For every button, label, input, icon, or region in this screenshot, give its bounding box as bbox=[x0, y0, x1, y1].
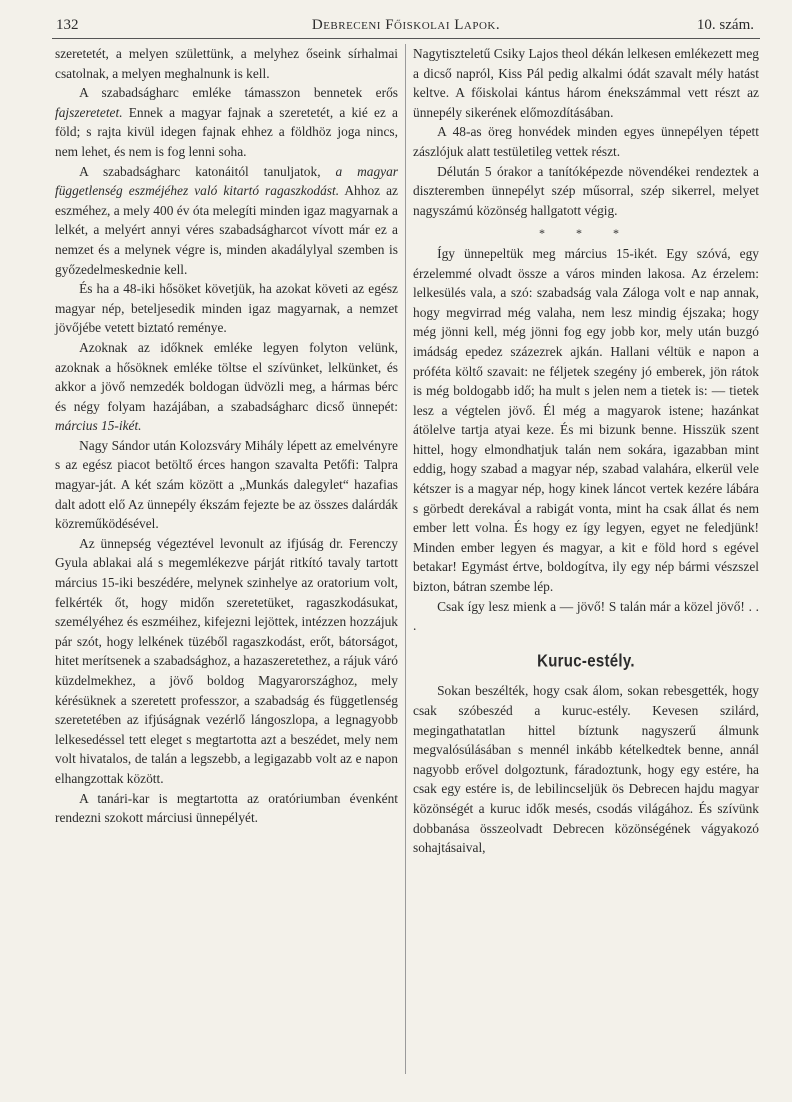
paragraph: Csak így lesz mienk a — jövő! S talán már a közel jövő! . . . bbox=[413, 598, 759, 634]
paragraph: És ha a 48-iki hősöket követjük, ha azokat követi az egész magyar nép, beteljesedik minden igaz magyarnak, a nemzet jövőjébe vetett biztató reménye. bbox=[55, 281, 398, 336]
paragraph: Délután 5 órakor a tanítóképezde növendékei rendeztek a diszteremben ünnepélyt szép műsorral, szép sikerrel, melyet nagyszámú közönség hallgatott végig. bbox=[413, 163, 759, 218]
column-divider bbox=[405, 44, 406, 1074]
paragraph: Így ünnepeltük meg március 15-ikét. Egy szóvá, egy érzelemmé olvadt össze a város minden lakosa. Az érzelem: lelkesülés vala, a szó: szabadság vala Záloga volt e nap annak, hogy megvirrad még valaha, nem lesz mindig éjszaka; hogy még jönni kell, még jönni fog egy jobb kor, mely után buzgó imádság epedez százezrek ajkán. Hallani véltük e napon a próféta költő szavait: ne féljetek szegény jó emberek, jön rátok is még boldogabb idő; ha mult s jelen nem a tietek is: — tietek lesz a végtelen jövő. Él még a magyarok istene; hazánkat átölelve tartja atyai keze. És mi bizunk benne. Hisszük szent hittel, hogy elmondhatjuk talán nem sokára, igazabban mint eddig, hogy szabad a magyar nép, szabad valahára, elkerül vele kétszer is a magyar nép, hogy kinek láncot vertek kezére lábára s görbedt derekával a rabigát vonta, mint ha csak állat és nem ember lett volna. És hogy ez így legyen, egyet ne feledjünk! Minden ember legyen és magyar, a kit e föld hord s egével betakar! Egymást értve, boldogítva, ily egy nép bármi vészszel bizton, bátran szembe lép. bbox=[413, 245, 759, 595]
paragraph: Nagytiszteletű Csiky Lajos theol dékán lelkesen emlékezett meg a dicső napról, Kiss Pál pedig alkalmi ódát szavalt mély hatást keltve. A főiskolai kántus három énekszámmal vett részt az ünnepély sikerének előmozdításában. bbox=[413, 46, 759, 120]
paragraph: Nagy Sándor után Kolozsváry Mihály lépett az emelvényre s az egész piacot betöltő érces hangon szavalta Petőfi: Talpra magyar-ját. A két szám között a „Munkás dalegylet“ hazafias dalt adott elő Az ünnepély ékszám fejezte be az összes dalárdák közreműködésével. bbox=[55, 437, 398, 532]
page-number: 132 bbox=[56, 17, 79, 33]
paragraph: A 48-as öreg honvédek minden egyes ünnepélyen tépett zászlójuk alatt testületileg vettek részt. bbox=[413, 124, 759, 159]
right-column bbox=[413, 44, 759, 858]
journal-title: Debreceni Főiskolai Lapok. bbox=[311, 17, 501, 33]
page-header bbox=[52, 14, 760, 39]
paragraph: szeretetét, a melyen születtünk, a melyhez őseink sírhalmai csatolnak, a melyen meghalnunk is kell. bbox=[55, 46, 398, 81]
paragraph: Azoknak az időknek emléke legyen folyton velünk, azoknak a hősöknek emléke töltse el szívünket, lelkünket, és akkor a jövő nemzedék boldogan üdvözli meg, a hármas bérc és négy folyam hazájában, a szabadságharc dicső ünnepét: március 15-ikét. bbox=[55, 339, 398, 434]
paragraph: Az ünnepség végeztével levonult az ifjúság dr. Ferenczy Gyula ablakai alá s megemlékezve párját ritkító tavaly tartott március 15-iki beszédére, melynek szinhelye az oratorium volt, felkérték őt, hogy midőn szeretetüket, ragaszkodásukat, személyéhez és eszméihez, kifejezni lejöttek, intézzen hozzájuk pár szót, hogy lelkének tüzéből ragaszkodást, erőt, bátorságot, hitet merítsenek a szabadsághoz, a hazaszeretethez, a rájuk váró küzdelmekhez, a jövő boldog Magyarországhoz, mely kérésüknek a szeretett professzor, a szabadság és függetlenség szeretetében az ifjúságnak vezérlő lángoszlopa, a legnagyobb lelkesedéssel tett eleget s megtartotta azt a beszédet, mely nem volt hivatalos, de talán a legszebb, a legigazabb volt az e napon elhangzottak között. bbox=[55, 535, 398, 786]
section-separator-stars: * * * bbox=[539, 226, 633, 241]
paragraph: A tanári-kar is megtartotta az oratóriumban évenként rendezni szokott márciusi ünnepélyét. bbox=[55, 790, 398, 826]
issue-number: 10. szám. bbox=[696, 17, 754, 33]
section-title: Kuruc-estély. bbox=[537, 651, 635, 672]
paragraph: A szabadságharc katonáitól tanuljatok, a magyar függetlenség eszméjéhez való kitartó ragaszkodást. Ahhoz az eszméhez, a mely 400 év óta melegíti minden igaz magyarnak a lelkét, a melyért annyi véres szabadságharcot vívott már ez a nemzet és a melynek végre is, minden akadálylyal szemben is győzedelmeskednie kell. bbox=[55, 163, 399, 277]
paragraph: A szabadságharc emléke támasszon bennetek erős fajszeretetet. Ennek a magyar fajnak a szeretetét, a kié ez a föld; s rajta kivül idegen fajnak ehhez a földhöz joga nincs, nem lehet, és nem is fog lenni soha. bbox=[55, 85, 398, 159]
paragraph: Sokan beszélték, hogy csak álom, sokan rebesgették, hogy csak szóbeszéd a kuruc-estély. Kevesen szilárd, megingathatatlan hittel bíztunk nagyszerű álmunk megvalósúlásában s mennél inkább kételkedtek benne, annál nagyobb erővel dolgoztunk, fáradoztunk, hogy egy estére, ha csak egy estére is, de lebilincseljük ös Debrecen hajdu magyar közönségét a kuruc idők mesés, csodás világához. És szívünk dobbanása összeolvadt Debrecen közönségének vágyakozó sohajtásaival, bbox=[413, 683, 759, 856]
left-column bbox=[55, 44, 398, 828]
